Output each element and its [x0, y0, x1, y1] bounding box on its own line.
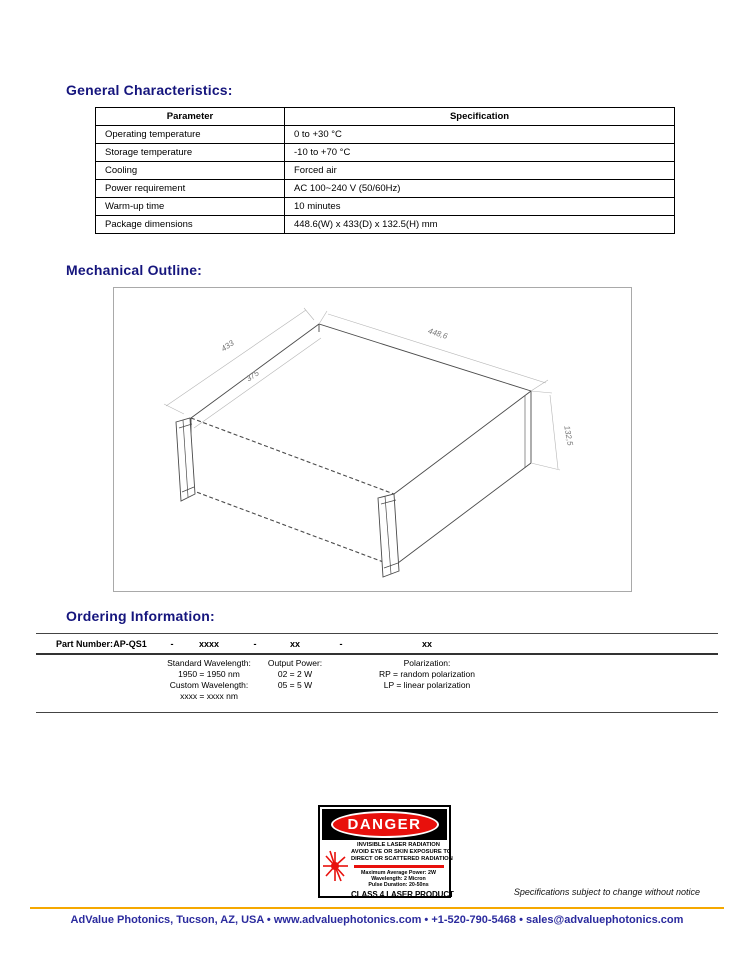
laser-class-line: CLASS 4 LASER PRODUCT [351, 889, 454, 899]
table-row [96, 144, 675, 162]
part-number-row [36, 634, 718, 655]
part-number-dash: - [339, 639, 343, 649]
part-number-wavelength-field: xxxx [198, 639, 220, 649]
specification-cell: AC 100~240 V (50/60Hz) [285, 180, 675, 198]
specifications-notice: Specifications subject to change without notice [513, 887, 700, 897]
column-header-parameter: Parameter [96, 108, 285, 126]
option-line: Polarization: [403, 658, 451, 668]
danger-oval [331, 811, 439, 838]
part-number-polarization-field: xx [421, 639, 433, 649]
option-line: 02 = 2 W [277, 669, 313, 679]
option-line: Output Power: [267, 658, 323, 668]
mechanical-drawing [113, 287, 632, 592]
footer-contact-line: AdValue Photonics, Tucson, AZ, USA • www.advaluephotonics.com • +1-520-790-5468 • sales@advaluephotonics.com [70, 914, 684, 926]
option-line: xxxx = xxxx nm [180, 691, 238, 701]
part-number-label: Part Number: [56, 639, 114, 649]
danger-header [322, 809, 447, 840]
danger-body [322, 842, 454, 899]
output-power-options [268, 658, 322, 691]
warning-line: AVOID EYE OR SKIN EXPOSURE TO [351, 849, 452, 855]
table-row [96, 126, 675, 144]
dim-depth-label: 433 [219, 338, 236, 354]
parameter-cell: Package dimensions [96, 216, 285, 234]
laser-spec-line: Maximum Average Power: 2W [361, 869, 436, 876]
footer-divider [30, 907, 724, 909]
dim-width-label: 448,6 [426, 326, 449, 341]
warning-line: DIRECT OR SCATTERED RADIATION [351, 856, 453, 862]
general-characteristics-heading: General Characteristics: [66, 82, 233, 98]
specification-cell: Forced air [285, 162, 675, 180]
specification-cell: 0 to +30 °C [285, 126, 675, 144]
part-number-dash: - [253, 639, 257, 649]
part-number-power-field: xx [289, 639, 301, 649]
danger-content [351, 842, 454, 899]
part-number-base: AP-QS1 [113, 639, 147, 649]
option-line: 05 = 5 W [277, 680, 313, 690]
ordering-table [36, 633, 718, 713]
table-row [96, 198, 675, 216]
specification-cell: 448.6(W) x 433(D) x 132.5(H) mm [285, 216, 675, 234]
dim-height-label: 132,5 [562, 424, 575, 447]
red-divider-bar [354, 865, 444, 868]
option-line: 1950 = 1950 nm [178, 669, 240, 679]
laser-starburst-icon [322, 848, 350, 884]
laser-danger-label [318, 805, 454, 899]
column-header-specification: Specification [285, 108, 675, 126]
parameter-cell: Warm-up time [96, 198, 285, 216]
mechanical-outline-heading: Mechanical Outline: [66, 262, 203, 278]
parameter-cell: Cooling [96, 162, 285, 180]
ordering-information-heading: Ordering Information: [66, 608, 215, 624]
specification-cell: 10 minutes [285, 198, 675, 216]
dim-inner-depth-label: 375 [244, 368, 261, 384]
option-line: Custom Wavelength: [169, 680, 249, 690]
parameter-cell: Power requirement [96, 180, 285, 198]
general-characteristics-table [95, 107, 675, 234]
laser-spec-line: Wavelength: 2 Micron [371, 875, 426, 882]
isometric-chassis-drawing [114, 288, 631, 591]
part-number-dash: - [170, 639, 174, 649]
wavelength-options [167, 658, 251, 702]
parameter-cell: Storage temperature [96, 144, 285, 162]
ordering-options-row [36, 655, 718, 713]
specification-cell: -10 to +70 °C [285, 144, 675, 162]
warning-line: INVISIBLE LASER RADIATION [357, 842, 440, 848]
parameter-cell: Operating temperature [96, 126, 285, 144]
table-header-row [96, 108, 675, 126]
danger-title: DANGER [347, 816, 422, 833]
table-row [96, 216, 675, 234]
option-line: Standard Wavelength: [167, 658, 251, 668]
table-row [96, 162, 675, 180]
option-line: LP = linear polarization [383, 680, 471, 690]
table-row [96, 180, 675, 198]
laser-spec-line: Pulse Duration: 20-50ns [368, 881, 429, 888]
polarization-options [379, 658, 475, 691]
option-line: RP = random polarization [379, 669, 475, 679]
